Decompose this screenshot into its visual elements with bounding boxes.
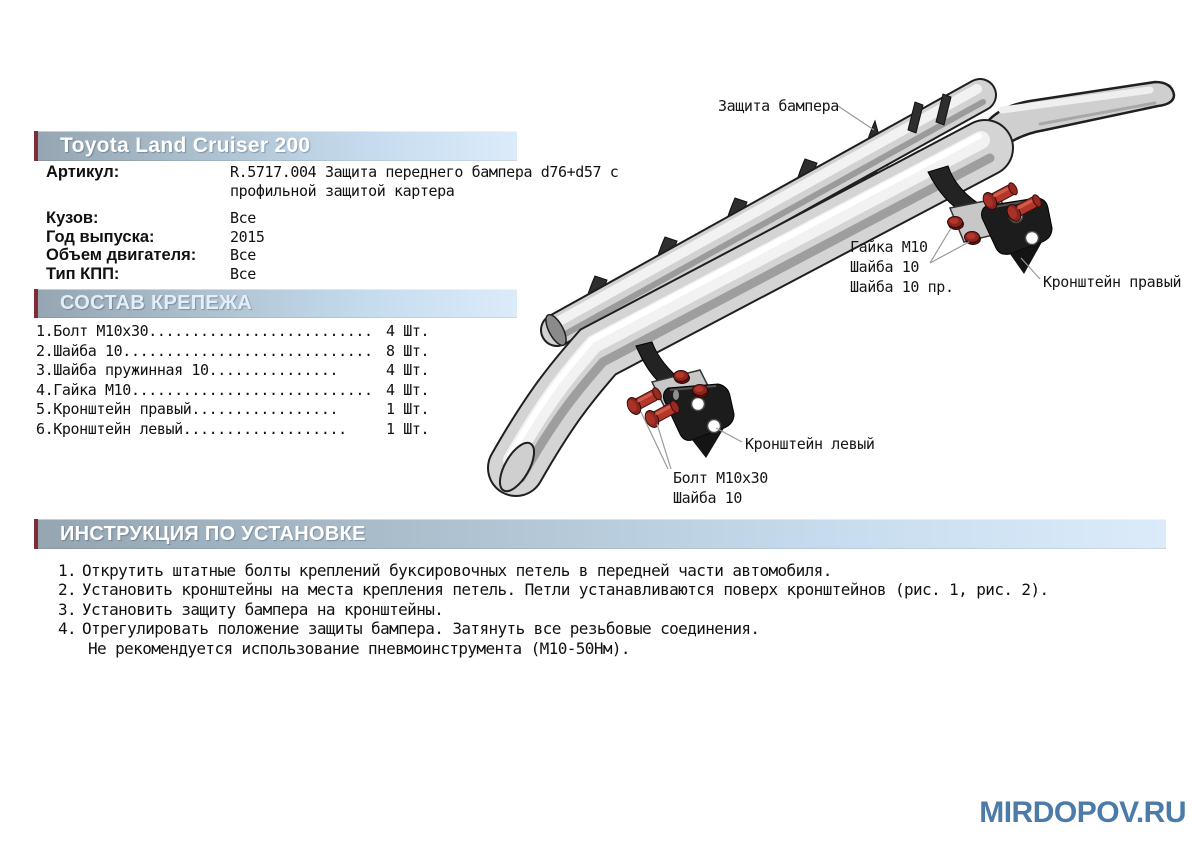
spec-value: 2015	[230, 227, 265, 246]
instruction-step	[58, 600, 1178, 619]
spec-value: Все	[230, 264, 256, 283]
spec-table	[46, 163, 646, 283]
watermark-logo: MIRDOPOV.RU	[979, 796, 1186, 829]
bracket-right	[928, 166, 1052, 274]
label-bolt: Болт М10х30	[673, 469, 768, 487]
label-nut: Гайка М10	[850, 238, 928, 256]
spec-value: Все	[230, 246, 256, 264]
spec-label: Год выпуска:	[46, 227, 155, 246]
step-number: 4.	[58, 619, 77, 639]
spec-row	[46, 228, 646, 247]
step-number: 3.	[58, 599, 77, 619]
step-number: 2.	[58, 580, 77, 600]
part-name: 3.Шайба пружинная 10...............	[36, 361, 339, 380]
accent-stripe	[34, 289, 38, 318]
instructions-heading: ИНСТРУКЦИЯ ПО УСТАНОВКЕ	[60, 522, 366, 545]
spec-row	[46, 265, 646, 284]
step-text: Отрегулировать положение защиты бампера. Затянуть все резьбовые соединения.	[82, 619, 760, 639]
product-title-bar	[34, 131, 517, 161]
label-washer-spring: Шайба 10 пр.	[850, 278, 954, 296]
label-bracket-left: Кронштейн левый	[745, 435, 875, 453]
part-qty: 4 Шт.	[386, 380, 430, 399]
part-qty: 1 Шт.	[386, 419, 430, 438]
product-title: Toyota Land Cruiser 200	[60, 134, 311, 157]
part-name: 1.Болт М10х30..........................	[36, 322, 373, 340]
part-qty: 1 Шт.	[386, 400, 430, 419]
instruction-step	[58, 580, 1178, 599]
label-bolt-washer: Шайба 10	[673, 489, 743, 507]
list-item	[36, 342, 476, 362]
spec-row	[46, 209, 646, 228]
part-qty: 8 Шт.	[386, 341, 430, 360]
instructions-heading-bar	[34, 519, 1166, 549]
step-number: 1.	[58, 561, 77, 580]
fasteners-list	[36, 322, 476, 440]
label-bumper-guard: Защита бампера	[718, 97, 839, 115]
part-name: 6.Кронштейн левый...................	[36, 419, 347, 438]
step-text: Установить защиту бампера на кронштейны.	[82, 599, 444, 619]
step-text: Установить кронштейны на места крепления петель. Петли устанавливаются поверх кронштейнов (рис. 1, рис. 2).	[82, 580, 1049, 600]
part-qty: 4 Шт.	[386, 361, 430, 380]
step-text: Открутить штатные болты креплений буксировочных петель в передней части автомобиля.	[82, 561, 832, 580]
list-item	[36, 361, 476, 381]
spec-label: Артикул:	[46, 163, 120, 181]
spec-value: R.5717.004 Защита переднего бампера d76+d57 с профильной защитой картера	[230, 163, 619, 200]
part-name: 2.Шайба 10.............................	[36, 341, 373, 360]
spec-value: Все	[230, 209, 256, 227]
spec-label: Тип КПП:	[46, 264, 120, 283]
list-item	[36, 322, 476, 342]
part-qty: 4 Шт.	[386, 322, 430, 340]
fasteners-heading: СОСТАВ КРЕПЕЖА	[60, 292, 253, 314]
instruction-step	[58, 619, 1178, 638]
list-item	[36, 400, 476, 420]
fasteners-heading-bar	[34, 289, 517, 318]
accent-stripe	[34, 131, 38, 161]
part-name: 4.Гайка М10............................	[36, 380, 373, 399]
spec-label: Объем двигателя:	[46, 246, 197, 264]
spec-label: Кузов:	[46, 209, 99, 227]
instruction-step	[58, 561, 1178, 580]
list-item	[36, 420, 476, 440]
label-washer: Шайба 10	[850, 258, 920, 276]
spec-row	[46, 163, 646, 200]
list-item	[36, 381, 476, 401]
label-bracket-right: Кронштейн правый	[1043, 273, 1182, 291]
instruction-note: Не рекомендуется использование пневмоинструмента (М10-50Нм).	[88, 638, 630, 658]
part-name: 5.Кронштейн правый.................	[36, 400, 339, 419]
accent-stripe	[34, 519, 38, 549]
instructions-list	[58, 561, 1178, 658]
spec-row	[46, 246, 646, 265]
